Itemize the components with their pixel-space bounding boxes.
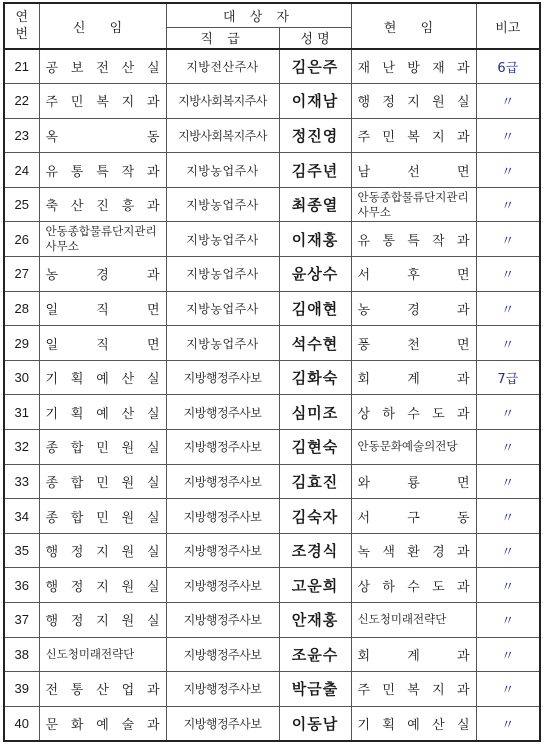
current-post-text: 상 하 수 도 과 bbox=[357, 406, 470, 422]
current-post bbox=[351, 568, 476, 603]
table-row bbox=[4, 84, 540, 119]
current-post bbox=[351, 187, 476, 222]
row-number: 36 bbox=[4, 568, 39, 603]
note: 〃 bbox=[476, 326, 540, 361]
person-name: 최종열 bbox=[279, 187, 351, 222]
current-post bbox=[351, 499, 476, 534]
row-number: 32 bbox=[4, 430, 39, 465]
note: 〃 bbox=[476, 222, 540, 257]
person-name: 이동남 bbox=[279, 706, 351, 741]
new-post-text: 행 정 지 원 실 bbox=[45, 579, 160, 595]
rank: 지방행정주사보 bbox=[166, 568, 279, 603]
current-post bbox=[351, 706, 476, 741]
current-post-text: 안동문화예술의전당 bbox=[357, 439, 458, 454]
new-post bbox=[39, 603, 166, 638]
current-post bbox=[351, 84, 476, 119]
new-post-text: 안동종합물류단지관리사무소 bbox=[45, 224, 157, 254]
person-name: 조윤수 bbox=[279, 637, 351, 672]
rank: 지방행정주사보 bbox=[166, 672, 279, 707]
row-number: 33 bbox=[4, 464, 39, 499]
table-row bbox=[4, 257, 540, 292]
note: 〃 bbox=[476, 291, 540, 326]
person-name: 이재남 bbox=[279, 84, 351, 119]
current-post-text: 주 민 복 지 과 bbox=[357, 129, 470, 145]
person-name: 심미조 bbox=[279, 395, 351, 430]
row-number: 26 bbox=[4, 222, 39, 257]
new-post-text: 일 직 면 bbox=[45, 337, 160, 353]
new-post bbox=[39, 533, 166, 568]
new-post-text: 옥 동 bbox=[45, 129, 160, 145]
rank: 지방사회복지주사 bbox=[166, 84, 279, 119]
note: 〃 bbox=[476, 603, 540, 638]
current-post bbox=[351, 430, 476, 465]
row-number: 31 bbox=[4, 395, 39, 430]
new-post bbox=[39, 395, 166, 430]
table-row bbox=[4, 187, 540, 222]
person-name: 김숙자 bbox=[279, 499, 351, 534]
person-name: 조경식 bbox=[279, 533, 351, 568]
current-post-text: 유 통 특 작 과 bbox=[357, 233, 470, 249]
header-new-post: 신 임 bbox=[39, 3, 166, 49]
person-name: 안재홍 bbox=[279, 603, 351, 638]
rank: 지방행정주사보 bbox=[166, 637, 279, 672]
table-row bbox=[4, 430, 540, 465]
table-row bbox=[4, 672, 540, 707]
current-post-text: 와 룡 면 bbox=[357, 475, 470, 491]
current-post-text: 농 경 과 bbox=[357, 302, 470, 318]
new-post-text: 기 획 예 산 실 bbox=[45, 406, 160, 422]
current-post bbox=[351, 464, 476, 499]
header-name: 성 명 bbox=[279, 27, 351, 49]
new-post-text: 신도청미래전략단 bbox=[45, 646, 135, 661]
row-number: 24 bbox=[4, 153, 39, 188]
new-post-text: 전 통 산 업 과 bbox=[45, 683, 160, 699]
row-number: 25 bbox=[4, 187, 39, 222]
current-post bbox=[351, 222, 476, 257]
current-post-text: 행 정 지 원 실 bbox=[357, 95, 470, 111]
note: 〃 bbox=[476, 118, 540, 153]
note: 〃 bbox=[476, 257, 540, 292]
header-no-top: 연 bbox=[15, 10, 29, 25]
row-number: 30 bbox=[4, 360, 39, 395]
row-number: 34 bbox=[4, 499, 39, 534]
current-post-text: 서 후 면 bbox=[357, 268, 470, 284]
new-post-text: 기 획 예 산 실 bbox=[45, 372, 160, 388]
current-post-text: 남 선 면 bbox=[357, 164, 470, 180]
new-post bbox=[39, 153, 166, 188]
header-no bbox=[4, 3, 39, 49]
rank: 지방농업주사 bbox=[166, 326, 279, 361]
note: 〃 bbox=[476, 672, 540, 707]
current-post-text: 서 구 동 bbox=[357, 510, 470, 526]
note: 〃 bbox=[476, 153, 540, 188]
new-post bbox=[39, 568, 166, 603]
new-post bbox=[39, 49, 166, 84]
new-post-text: 축 산 진 흥 과 bbox=[45, 199, 160, 215]
person-name: 이재홍 bbox=[279, 222, 351, 257]
current-post-text: 녹 색 환 경 과 bbox=[357, 545, 470, 561]
row-number: 37 bbox=[4, 603, 39, 638]
note: 〃 bbox=[476, 84, 540, 119]
rank: 지방행정주사보 bbox=[166, 499, 279, 534]
new-post bbox=[39, 326, 166, 361]
current-post bbox=[351, 533, 476, 568]
row-number: 21 bbox=[4, 49, 39, 84]
person-name: 고운희 bbox=[279, 568, 351, 603]
table-row bbox=[4, 568, 540, 603]
note: 6급 bbox=[476, 49, 540, 84]
new-post bbox=[39, 84, 166, 119]
new-post bbox=[39, 291, 166, 326]
current-post bbox=[351, 153, 476, 188]
header-no-bottom: 번 bbox=[15, 27, 29, 42]
rank: 지방농업주사 bbox=[166, 187, 279, 222]
note: 〃 bbox=[476, 395, 540, 430]
person-name: 김주년 bbox=[279, 153, 351, 188]
table-row bbox=[4, 118, 540, 153]
note: 〃 bbox=[476, 568, 540, 603]
row-number: 23 bbox=[4, 118, 39, 153]
note: 〃 bbox=[476, 187, 540, 222]
row-number: 35 bbox=[4, 533, 39, 568]
current-post-text: 회 계 과 bbox=[357, 648, 470, 664]
table-row bbox=[4, 637, 540, 672]
header-current-post: 현 임 bbox=[351, 3, 476, 49]
note: 〃 bbox=[476, 430, 540, 465]
new-post-text: 유 통 특 작 과 bbox=[45, 164, 160, 180]
rank: 지방농업주사 bbox=[166, 222, 279, 257]
new-post bbox=[39, 464, 166, 499]
rank: 지방행정주사보 bbox=[166, 603, 279, 638]
new-post-text: 일 직 면 bbox=[45, 302, 160, 318]
person-name: 정진영 bbox=[279, 118, 351, 153]
note: 〃 bbox=[476, 533, 540, 568]
new-post bbox=[39, 222, 166, 257]
rank: 지방행정주사보 bbox=[166, 706, 279, 741]
current-post bbox=[351, 637, 476, 672]
current-post-text: 회 계 과 bbox=[357, 372, 470, 388]
person-name: 박금출 bbox=[279, 672, 351, 707]
table-row bbox=[4, 222, 540, 257]
current-post bbox=[351, 257, 476, 292]
table-row bbox=[4, 326, 540, 361]
new-post-text: 행 정 지 원 실 bbox=[45, 545, 160, 561]
new-post-text: 공 보 전 산 실 bbox=[45, 61, 160, 77]
note: 7급 bbox=[476, 360, 540, 395]
new-post-text: 주 민 복 지 과 bbox=[45, 95, 160, 111]
table-row bbox=[4, 533, 540, 568]
person-name: 김화숙 bbox=[279, 360, 351, 395]
current-post-text: 풍 천 면 bbox=[357, 337, 470, 353]
current-post bbox=[351, 395, 476, 430]
person-name: 김효진 bbox=[279, 464, 351, 499]
rank: 지방사회복지주사 bbox=[166, 118, 279, 153]
rank: 지방행정주사보 bbox=[166, 533, 279, 568]
current-post-text: 상 하 수 도 과 bbox=[357, 579, 470, 595]
current-post bbox=[351, 326, 476, 361]
row-number: 29 bbox=[4, 326, 39, 361]
current-post bbox=[351, 672, 476, 707]
note: 〃 bbox=[476, 706, 540, 741]
new-post bbox=[39, 499, 166, 534]
new-post-text: 행 정 지 원 실 bbox=[45, 614, 160, 630]
person-name: 윤상수 bbox=[279, 257, 351, 292]
row-number: 28 bbox=[4, 291, 39, 326]
current-post bbox=[351, 49, 476, 84]
new-post-text: 문 화 예 술 과 bbox=[45, 717, 160, 733]
rank: 지방전산주사 bbox=[166, 49, 279, 84]
current-post-text: 주 민 복 지 과 bbox=[357, 683, 470, 699]
table-row bbox=[4, 464, 540, 499]
new-post-text: 종 합 민 원 실 bbox=[45, 441, 160, 457]
note: 〃 bbox=[476, 499, 540, 534]
current-post bbox=[351, 118, 476, 153]
new-post bbox=[39, 637, 166, 672]
current-post-text: 재 난 방 재 과 bbox=[357, 61, 470, 77]
table-header bbox=[4, 3, 540, 49]
row-number: 22 bbox=[4, 84, 39, 119]
note: 〃 bbox=[476, 464, 540, 499]
header-target-group: 대 상 자 bbox=[166, 3, 351, 27]
rank: 지방행정주사보 bbox=[166, 430, 279, 465]
person-name: 김애현 bbox=[279, 291, 351, 326]
new-post-text: 종 합 민 원 실 bbox=[45, 510, 160, 526]
rank: 지방농업주사 bbox=[166, 291, 279, 326]
row-number: 38 bbox=[4, 637, 39, 672]
table-row bbox=[4, 499, 540, 534]
table-row bbox=[4, 395, 540, 430]
row-number: 40 bbox=[4, 706, 39, 741]
note: 〃 bbox=[476, 637, 540, 672]
new-post bbox=[39, 118, 166, 153]
table-row bbox=[4, 603, 540, 638]
new-post-text: 종 합 민 원 실 bbox=[45, 475, 160, 491]
current-post-text: 기 획 예 산 실 bbox=[357, 717, 470, 733]
table-row bbox=[4, 706, 540, 741]
header-note: 비고 bbox=[476, 3, 540, 49]
current-post bbox=[351, 291, 476, 326]
new-post bbox=[39, 430, 166, 465]
person-name: 김현숙 bbox=[279, 430, 351, 465]
table-row bbox=[4, 49, 540, 84]
table-row bbox=[4, 291, 540, 326]
personnel-table bbox=[3, 2, 541, 742]
new-post bbox=[39, 672, 166, 707]
rank: 지방행정주사보 bbox=[166, 464, 279, 499]
row-number: 39 bbox=[4, 672, 39, 707]
current-post-text: 신도청미래전략단 bbox=[357, 612, 447, 627]
person-name: 김은주 bbox=[279, 49, 351, 84]
table-row bbox=[4, 153, 540, 188]
table-body bbox=[4, 49, 540, 741]
new-post bbox=[39, 257, 166, 292]
rank: 지방농업주사 bbox=[166, 153, 279, 188]
table-row bbox=[4, 360, 540, 395]
rank: 지방행정주사보 bbox=[166, 360, 279, 395]
new-post-text: 농 경 과 bbox=[45, 268, 160, 284]
new-post bbox=[39, 706, 166, 741]
row-number: 27 bbox=[4, 257, 39, 292]
current-post-text: 안동종합물류단지관리사무소 bbox=[357, 189, 469, 219]
current-post bbox=[351, 603, 476, 638]
current-post bbox=[351, 360, 476, 395]
new-post bbox=[39, 360, 166, 395]
new-post bbox=[39, 187, 166, 222]
rank: 지방농업주사 bbox=[166, 257, 279, 292]
rank: 지방행정주사보 bbox=[166, 395, 279, 430]
person-name: 석수현 bbox=[279, 326, 351, 361]
header-rank: 직 급 bbox=[166, 27, 279, 49]
